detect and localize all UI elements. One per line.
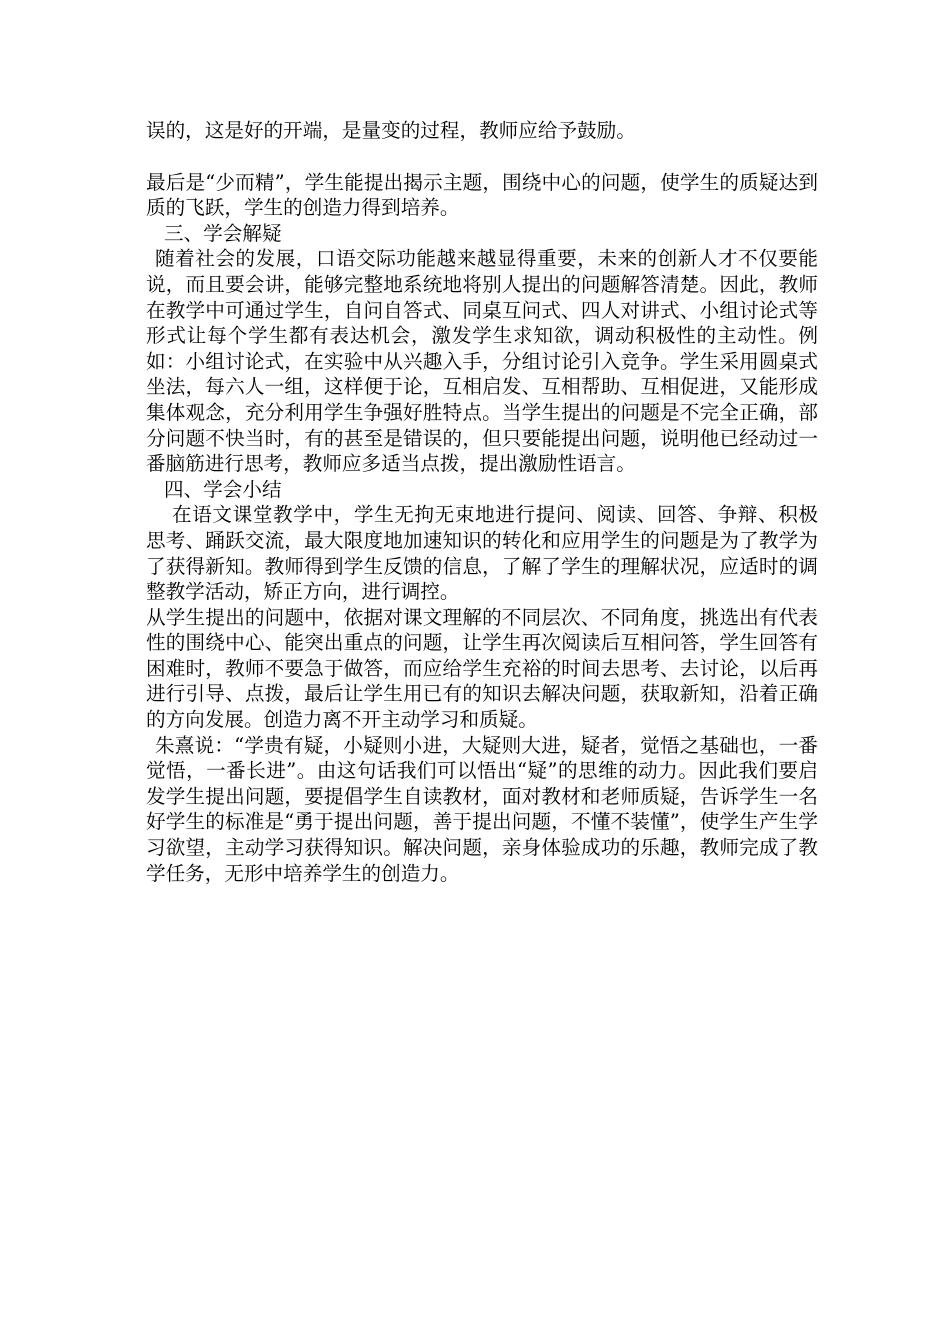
section-heading-3: 三、学会解疑: [164, 221, 282, 245]
paragraph-3: 随着社会的发展，口语交际功能越来越显得重要，未来的创新人才不仅要能说，而且要会讲，能够完整地系统地将别人提出的问题解答清楚。因此，教师在教学中可通过学生，自问自答式、同桌互问式、四人对讲式、小组讨论式等形式让每个学生都有表达机会，激发学生求知欲，调动积极性的主动性。例如：小组讨论式，在实验中从兴趣入手，分组讨论引入竞争。学生采用圆桌式坐法，每六人一组，这样便于论，互相启发、互相帮助、互相促进，又能形成集体观念，充分利用学生争强好胜特点。当学生提出的问题是不完全正确，部分问题不快当时，有的甚至是错误的，但只要能提出问题，说明他已经动过一番脑筋进行思考，教师应多适当点拨，提出激励性语言。: [146, 247, 818, 476]
paragraph-2: 最后是“少而精”，学生能提出揭示主题，围绕中心的问题，使学生的质疑达到质的飞跃，学生的创造力得到培养。: [146, 170, 818, 220]
paragraph-6: 朱熹说：“学贵有疑，小疑则小进，大疑则大进，疑者，觉悟之基础也，一番觉悟，一番长进”。由这句话我们可以悟出“疑”的思维的动力。因此我们要启发学生提出问题，要提倡学生自读教材，面对教材和老师质疑，告诉学生一名好学生的标准是“勇于提出问题，善于提出问题，不懂不装懂”，使学生产生学习欲望，主动学习获得知识。解决问题，亲身体验成功的乐趣，教师完成了教学任务，无形中培养学生的创造力。: [146, 733, 818, 885]
paragraph-gap: [146, 144, 818, 170]
document-body: [146, 118, 818, 886]
paragraph-1: 误的，这是好的开端，是量变的过程，教师应给予鼓励。: [146, 119, 636, 142]
paragraph-4: 在语文课堂教学中，学生无拘无束地进行提问、阅读、回答、争辩、积极思考、踊跃交流，最大限度地加速知识的转化和应用学生的问题是为了教学为了获得新知。教师得到学生反馈的信息，了解了学生的理解状况，应适时的调整教学活动，矫正方向，进行调控。: [146, 503, 818, 604]
section-heading-4: 四、学会小结: [164, 477, 282, 501]
paragraph-5: 从学生提出的问题中，依据对课文理解的不同层次、不同角度，挑选出有代表性的围绕中心、能突出重点的问题，让学生再次阅读后互相问答，学生回答有困难时，教师不要急于做答，而应给学生充裕的时间去思考、去讨论，以后再进行引导、点拨，最后让学生用已有的知识去解决问题，获取新知，沿着正确的方向发展。创造力离不开主动学习和质疑。: [146, 605, 818, 732]
